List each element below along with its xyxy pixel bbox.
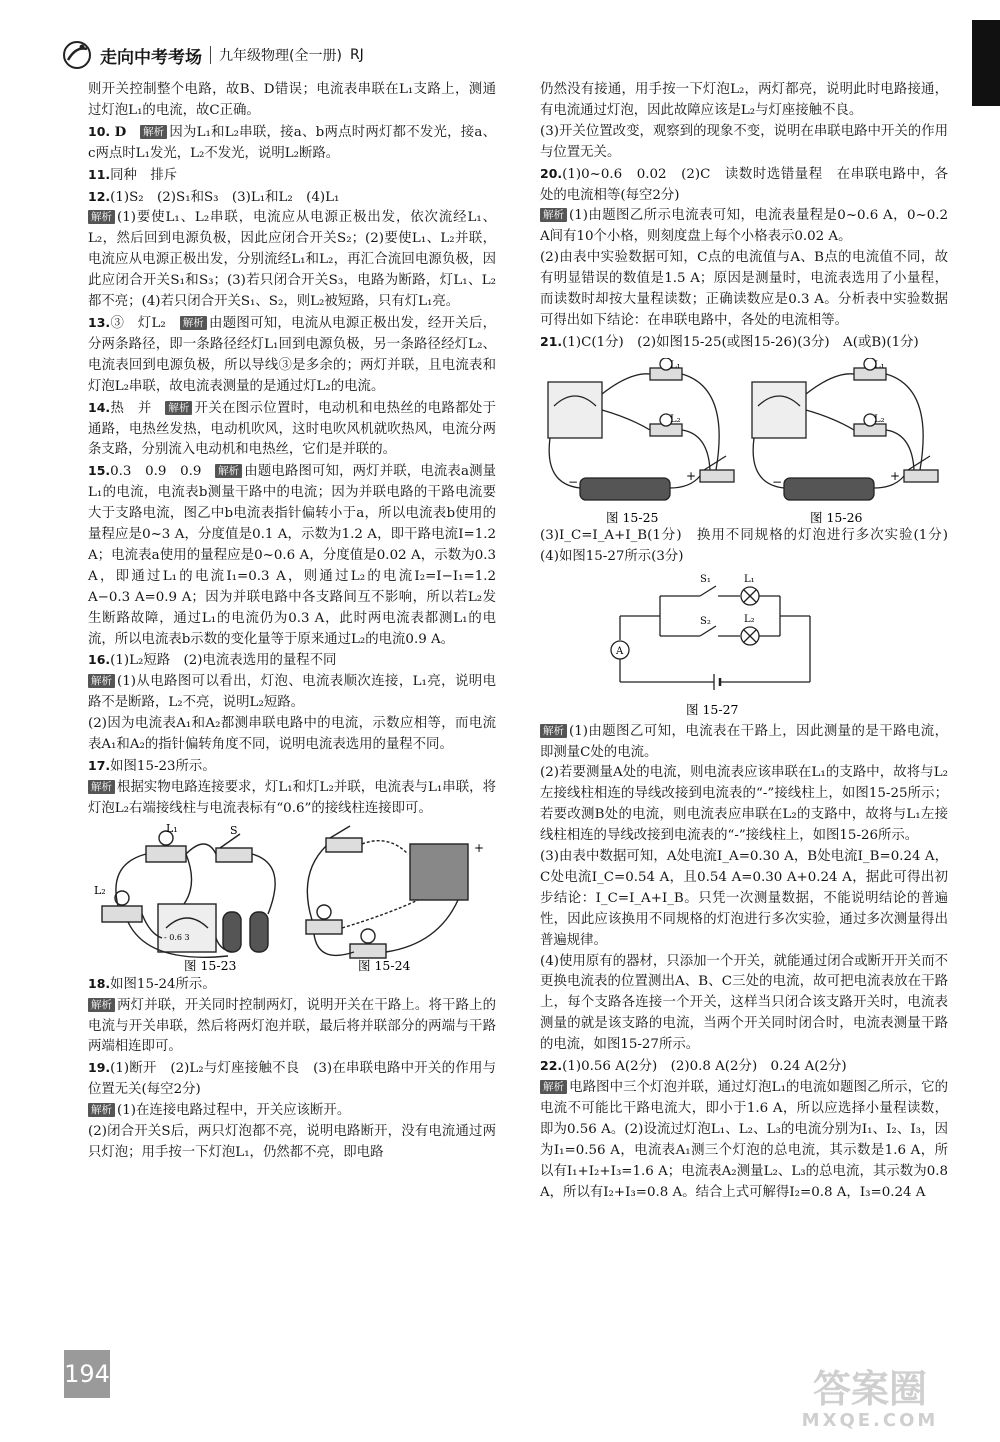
svg-text:−: −: [568, 474, 579, 489]
bulb-2: [361, 929, 375, 943]
left-column: [88, 80, 496, 1164]
question-12: 12.(1)S₂ (2)S₁和S₃ (3)L₁和L₂ (4)L₁: [88, 188, 340, 205]
bulb-l2-base: [102, 906, 142, 922]
svg-text:−: −: [772, 474, 783, 489]
battery-box-icon: [410, 844, 468, 900]
question-21-analysis-4: (4)使用原有的器材，只添加一个开关，就能通过闭合或断开开关而不更换电流表的位置测出A、B、C三处的电流，故可把电流表放在干路上，每个支路各连接一个开关，这样当只闭合该支路开关时，电流表测量的就是该支路的电流，当两个开关同时闭合时，电流表测量干路的电流，如图15-27所示。: [540, 953, 948, 1053]
fig27-l2: L₂: [744, 613, 755, 625]
question-20-analysis: 解析 (1)由题图乙所示电流表可知，电流表量程是0~0.6 A，0~0.2 A间有10个小格，则刻度盘上每个小格表示0.02 A。: [540, 208, 948, 245]
corner-tab: [972, 20, 1000, 106]
analysis-tag: 解析: [215, 464, 242, 478]
svg-text:L₂: L₂: [670, 413, 681, 425]
analysis-tag: 解析: [88, 1103, 115, 1117]
edition-label: RJ: [349, 47, 364, 63]
question-13: 13.③ 灯L₂ 解析 由题图可知，电流从电源正极出发，经开关后，分两条路径，即一条路径经灯L₁回到电源负极，另一条路径经灯L₂、电流表回到电源负极，所以导线③是多余的；两灯并联，且电流表和灯泡L₂串联，故电流表测量的是通过灯L₂的电流。: [88, 314, 497, 394]
runner-logo-icon: [62, 40, 92, 70]
battery-pack-icon: [580, 478, 670, 500]
battery-pack-icon: [784, 478, 874, 500]
question-19-analysis-3: (3)开关位置改变，观察到的现象不变，说明在串联电路中开关的作用与位置无关。: [540, 123, 948, 160]
svg-text:+: +: [890, 468, 901, 483]
figure-15-27: [540, 572, 948, 722]
fig24-caption: 图 15-24: [358, 957, 411, 973]
fig23-label-l2: L₂: [94, 883, 106, 897]
bulb-l1-base: [146, 846, 186, 862]
analysis-tag: 解析: [88, 998, 115, 1012]
svg-text:+: +: [686, 468, 697, 483]
fig23-label-s: S: [230, 823, 238, 837]
fig24-plus: +: [474, 840, 485, 855]
analysis-tag: 解析: [540, 208, 567, 222]
svg-text:L₂: L₂: [874, 413, 885, 425]
question-14: 14.热 并 解析 开关在图示位置时，电动机和电热丝的电路都处于通路，电热丝发热，电动机吹风，这时电吹风机就吹热风，电流分两条支路，分别流入电动机和电热丝，它们是并联的。: [88, 399, 497, 458]
analysis-tag: 解析: [180, 316, 207, 330]
analysis-tag: 解析: [88, 780, 115, 794]
question-19-continued: 仍然没有接通，用手按一下灯泡L₂，两灯都亮，说明此时电路接通，有电流通过灯泡，因此故障应该是L₂与灯座接触不良。: [540, 82, 948, 118]
question-16-analysis: 解析 (1)从电路图可以看出，灯泡、电流表顺次连接，L₁亮，说明电路不是断路，L₂不亮，说明L₂短路。: [88, 674, 496, 711]
question-12-analysis: 解析 (1)要使L₁、L₂串联，电流应从电源正极出发，依次流经L₁、L₂，然后回到电源负极，因此应闭合开关S₂；(2)要使L₁、L₂并联，电流应从电源正极出发，分别流经L₁和L₂，再汇合流回电源负极，因此应闭合开关S₁和S₃；(3)若只闭合开关S₃，电路为断路，灯L₁、L₂都不亮；(4)若只闭合开关S₁、S₂，则L₂被短路，只有灯L₁亮。: [88, 210, 496, 310]
bulb-2-base: [350, 944, 386, 958]
question-18: 18.如图15-24所示。: [88, 975, 216, 992]
bulb-1-base: [306, 920, 342, 934]
analysis-tag: 解析: [88, 674, 115, 688]
page-number: 194: [64, 1350, 110, 1398]
question-22-analysis: 解析 电路图中三个灯泡并联，通过灯泡L₁的电流如题图乙所示，它的电流不可能比干路电流大，即小于1.6 A，所以应选择小量程读数，即为0.56 A。(2)设流过灯泡L₁、L₂、L₃的电流分别为I₁、I₂、I₃，因为I₁=0.56 A，电流表A₁测三个灯泡的总电流，其示数是1.6 A，所以有I₁+I₂+I₃=1.6 A；电流表A₂测量L₂、L₃的总电流，其示数为0.8 A，所以有I₂+I₃=0.8 A。结合上式可解得I₂=0.8 A，I₃=0.24 A: [540, 1080, 948, 1200]
question-17: 17.如图15-23所示。: [88, 758, 216, 774]
svg-text:MXQE.COM: MXQE.COM: [801, 1410, 939, 1430]
analysis-tag: 解析: [165, 401, 192, 415]
right-column: [540, 80, 962, 1203]
fig27-caption: 图 15-27: [686, 701, 739, 717]
analysis-tag: 解析: [88, 210, 115, 224]
fig23-meter-scale: - 0.6 3: [164, 932, 190, 942]
analysis-tag: 解析: [540, 1080, 567, 1094]
fig26-caption: 图 15-26: [810, 509, 863, 525]
fig27-s2: S₂: [700, 615, 711, 627]
brand-title: 走向中考考场: [100, 47, 202, 68]
switch-base: [904, 470, 938, 482]
svg-text:L₁: L₁: [670, 359, 681, 371]
question-16: 16.(1)L₂短路 (2)电流表选用的量程不同: [88, 652, 337, 669]
watermark-logo: [760, 1362, 980, 1430]
question-21: 21.(1)C(1分) (2)如图15-25(或图15-26)(3分) A(或B)(1分): [540, 333, 919, 350]
switch-base: [326, 838, 362, 852]
ammeter-icon: [548, 382, 602, 438]
question-10: 10. D 解析 因为L₁和L₂串联，接a、b两点时两灯都不发光，接a、c两点时L₁发光，L₂不发光，说明L₂断路。: [88, 123, 496, 161]
question-17-analysis: 解析 根据实物电路连接要求，灯L₁和灯L₂并联，电流表与L₁串联，将灯泡L₂右端接线柱与电流表标有“0.6”的接线柱连接即可。: [88, 779, 496, 816]
question-19: 19.(1)断开 (2)L₂与灯座接触不良 (3)在串联电路中开关的作用与位置无关(每空2分): [88, 1060, 496, 1098]
svg-text:答案圈: 答案圈: [812, 1367, 928, 1411]
battery-1: [223, 912, 241, 952]
fig27-l1: L₁: [744, 573, 755, 585]
question-21-answer-3: (3)I_C=I_A+I_B(1分) 换用不同规格的灯泡进行多次实验(1分) (4)如图15-27所示(3分): [540, 527, 962, 564]
bulb-1: [317, 905, 331, 919]
continued-text: 则开关控制整个电路，故B、D错误；电流表串联在L₁支路上，测通过灯泡L₁的电流，故C正确。: [88, 82, 496, 118]
switch-s1: [700, 586, 716, 596]
question-19-analysis-2: (2)闭合开关S后，两只灯泡都不亮，说明电路断开，没有电流通过两只灯泡；用手按一下灯泡L₁，仍然都不亮，即电路: [88, 1124, 496, 1160]
figure-15-24: [306, 826, 468, 958]
question-20: 20.(1)0~0.6 0.02 (2)C 读数时选错量程 在串联电路中，各处的电流相等(每空2分): [540, 165, 948, 203]
svg-text:L₁: L₁: [874, 359, 885, 371]
fig27-a: A: [616, 645, 624, 657]
fig23-label-l1: L₁: [166, 823, 178, 835]
battery-2: [250, 912, 268, 952]
switch-base: [700, 470, 734, 482]
fig25-caption: 图 15-25: [606, 509, 659, 525]
page-header: [62, 38, 364, 72]
question-21-analysis-2: (2)若要测量A处的电流，则电流表应该串联在L₁的支路中，故将与L₂左接线柱相连的导线改接到电流表的“-”接线柱上，如图15-25所示；若要改测B处的电流，则电流表应串联在L₂的支路中，故将与L₁左接线柱相连的导线改接到电流表的“-”接线柱上，如图15-26所示。: [540, 765, 948, 844]
analysis-tag: 解析: [140, 125, 167, 139]
analysis-tag: 解析: [540, 724, 567, 738]
fig27-s1: S₁: [700, 573, 711, 585]
question-22: 22.(1)0.56 A(2分) (2)0.8 A(2分) 0.24 A(2分): [540, 1058, 847, 1075]
switch-base: [216, 848, 252, 862]
fig23-caption: 图 15-23: [184, 957, 237, 973]
switch-s2: [700, 626, 716, 636]
question-21-analysis-3: (3)由表中数据可知，A处电流I_A=0.30 A，B处电流I_B=0.24 A，C处电流I_C=0.54 A，且0.54 A=0.30 A+0.24 A，据此可得出初步结论：I_C=I_A+I_B。只凭一次测量数据，不能说明结论的普遍性，因此应该换用不同规格的灯泡进行多次实验，通过多次测量得出普遍规律。: [540, 849, 948, 948]
figure-15-23-24: [88, 824, 496, 974]
question-20-analysis-2: (2)由表中实验数据可知，C点的电流值与A、B点的电流值不同，故有明显错误的数值是1.5 A；原因是测量时，电流表选用了小量程，而读数时却按大量程读数；正确读数应是0.3 A。分析表中实验数据可得出如下结论：在串联电路中，各处的电流相等。: [540, 250, 948, 328]
question-19-analysis: 解析 (1)在连接电路过程中，开关应该断开。: [88, 1101, 496, 1122]
header-divider: [210, 46, 211, 64]
book-title: 九年级物理(全一册): [219, 48, 342, 64]
figure-15-25-26: [540, 358, 948, 526]
question-11: 11.同种 排斥: [88, 166, 178, 183]
question-15: 15.0.3 0.9 0.9 解析 由题电路图可知，两灯并联，电流表a测量L₁的电流，电流表b测量干路中的电流；因为并联电路的干路电流要大于支路电流，图乙中b电流表指针偏转小于a，所以电流表b使用的量程应是0~3 A，分度值是0.1 A，示数为1.2 A，即干路电流I=1.2 A；电流表a使用的量程应是0~0.6 A，分度值是0.02 A，示数为0.3 A，即通过L₁的电流I₁=0.3 A，则通过L₂的电流I₂=I−I₁=1.2 A−0.3 A=0.9 A；因为并联电路中各支路间互不影响，所以若L₂发生断路故障，通过L₁的电流仍为0.3 A，此时两电流表都测L₁的电流，所以电流表b示数的变化量等于原来通过L₂的电流0.9 A。: [88, 463, 497, 647]
ammeter-icon: [752, 382, 806, 438]
question-21-analysis: 解析 (1)由题图乙可知，电流表在干路上，因此测量的是干路电流，即测量C处的电流。: [540, 723, 948, 760]
question-18-analysis: 解析 两灯并联，开关同时控制两灯，说明开关在干路上。将干路上的电流与开关串联，然后将两灯泡并联，最后将并联部分的两端与干路两端相连即可。: [88, 997, 496, 1055]
question-16-analysis-2: (2)因为电流表A₁和A₂都测串联电路中的电流，示数应相等，而电流表A₁和A₂的指针偏转角度不同，说明电流表选用的量程不同。: [88, 716, 496, 753]
